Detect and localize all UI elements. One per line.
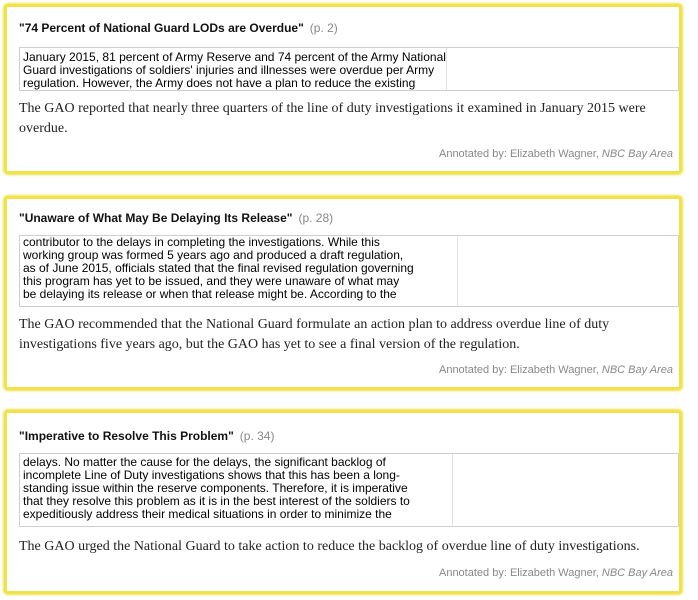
annotator-outlet: NBC Bay Area [601,567,673,579]
annotation-comment: The GAO urged the National Guard to take action to reduce the backlog of overdue line of duty investigations. [19,539,640,554]
annotation-byline [439,567,673,579]
excerpt-text: January 2015, 81 percent of Army Reserve and 74 percent of the Army National Guard investigations of soldiers' injuries and illnesses were overdue per Army regulation. However, the Army does not have a plan to reduce the existing [23,50,446,90]
annotator-outlet: NBC Bay Area [601,148,673,160]
annotation-card-3 [4,410,682,594]
excerpt-divider [457,236,458,306]
annotated-by-label: Annotated by: [438,567,507,579]
excerpt-text: contributor to the delays in completing the investigations. While this working group was formed 5 years ago and produced a draft regulation, as of June 2015, officials stated that the final revised regulation governing this program has yet to be issued, and they were unaware of what may be delaying its release or when that release might be. According to the [23,235,414,301]
annotation-comment: The GAO recommended that the National Guard formulate an action plan to address overdue line of duty investigations five years ago, but the GAO has yet to see a final version of the regulation. [19,317,610,352]
annotator-outlet: NBC Bay Area [601,364,673,376]
excerpt-divider [446,48,447,90]
annotator-name: Elizabeth Wagner, [509,567,599,579]
annotation-title [19,211,333,225]
page-reference[interactable]: (p. 28) [298,211,334,225]
excerpt-text: delays. No matter the cause for the delays, the significant backlog of incomplete Line of Duty investigations shows that this has been a long- standing issue within the reserve components. Therefore, it is imperative that they resolve this problem as it is in the best interest of the soldiers to expeditiously address their medical situations in order to minimize the [23,455,410,521]
annotation-comment: The GAO reported that nearly three quarters of the line of duty investigations it examined in January 2015 were overdue. [19,101,646,136]
annotation-title-text: "Unaware of What May Be Delaying Its Release" [19,211,293,225]
annotation-title-text: "Imperative to Resolve This Problem" [19,429,234,443]
annotation-card-1 [4,4,682,174]
annotation-byline [439,364,673,376]
annotated-by-label: Annotated by: [438,148,507,160]
document-excerpt[interactable] [19,47,679,91]
annotation-title [19,429,274,443]
annotation-byline [439,148,673,160]
excerpt-divider [452,454,453,526]
annotation-card-2 [4,196,682,390]
annotator-name: Elizabeth Wagner, [509,148,599,160]
page-reference[interactable]: (p. 2) [309,21,338,35]
document-excerpt[interactable] [19,235,679,307]
document-excerpt[interactable] [19,453,679,527]
annotation-title [19,21,338,35]
annotation-title-text: "74 Percent of National Guard LODs are Overdue" [19,21,304,35]
annotated-by-label: Annotated by: [438,364,507,376]
page-reference[interactable]: (p. 34) [239,429,275,443]
annotator-name: Elizabeth Wagner, [509,364,599,376]
